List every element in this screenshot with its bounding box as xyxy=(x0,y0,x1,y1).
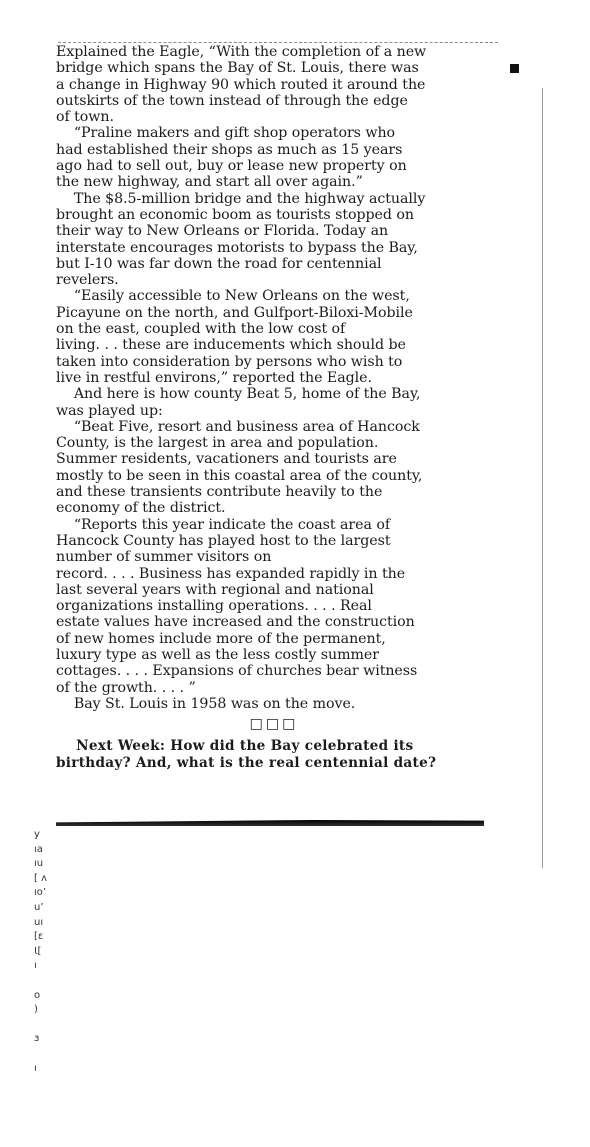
bottom-rule xyxy=(56,820,484,826)
article-paragraph: “Easily accessible to New Orleans on the west, Picayune on the north, and Gulfport-Biloxi-Mobile on the east, coupled with the low cost of living. . . these are inducements which should be taken into consideration by persons who wish to live in restful environs,” reported the Eagle. xyxy=(56,288,413,386)
fragment-text: ıa xyxy=(34,843,43,855)
fragment-text: y xyxy=(34,829,40,840)
newspaper-clipping xyxy=(48,38,500,833)
torn-edge xyxy=(542,88,549,868)
article-paragraph: The $8.5-million bridge and the highway actually brought an economic boom as tourists stopped on their way to New Orleans or Florida. Today an interstate encourages motorists to bypass the Bay, but I-10 was far down the road for centennial revelers. xyxy=(56,190,426,289)
fragment-text: [ ʌ xyxy=(34,872,47,884)
article-paragraph: “Praline makers and gift shop operators who had established their shops as much as 15 years ago had to sell out, buy or lease new property on the new highway, and start all over again.” xyxy=(56,125,407,191)
corner-mark xyxy=(510,64,519,73)
adjacent-column-fragments xyxy=(34,828,54,1076)
fragment-text: ıo’ xyxy=(34,887,47,899)
fragment-text: ı xyxy=(34,1062,37,1074)
article-paragraph: Bay St. Louis in 1958 was on the move. xyxy=(56,695,356,712)
column-top-rule xyxy=(58,42,498,43)
fragment-text xyxy=(34,1018,54,1033)
fragment-text: Ɩ[ xyxy=(34,945,42,957)
article-body xyxy=(56,44,492,772)
article-paragraph: Explained the Eagle, “With the completion of a new bridge which spans the Bay of St. Louis, there was a change in Highway 90 which routed it around the outskirts of the town instead of through the edge of town. xyxy=(56,44,427,126)
fragment-text: ı xyxy=(34,960,37,972)
fragment-text: u’ xyxy=(34,901,44,913)
fragment-text: ɜ xyxy=(34,1033,40,1045)
fragment-text xyxy=(34,974,54,989)
clipping-right-edge xyxy=(508,58,552,858)
fragment-text: o xyxy=(34,989,41,1001)
fragment-text: [ε xyxy=(34,931,44,943)
fragment-text: uı xyxy=(34,916,44,928)
fragment-text: ıu xyxy=(34,858,44,870)
fragment-text: ) xyxy=(34,1004,38,1016)
article-paragraph: “Reports this year indicate the coast area of Hancock County has played host to the largest number of summer visitors on record. . . . Business has expanded rapidly in the last several years with regional and national organizations installing operations. . . . Real estate values have increased and the construction of new homes include more of the permanent, luxury type as well as the less costly summer cottages. . . . Expansions of churches bear witness of the growth. . . . ” xyxy=(56,516,418,696)
article-paragraph: “Beat Five, resort and business area of Hancock County, is the largest in area and population. Summer residents, vacationers and tourists are mostly to be seen in this coastal area of the county, and these transients contribute heavily to the economy of the district. xyxy=(56,418,423,517)
section-ornament: □□□ xyxy=(249,716,299,733)
fragment-text xyxy=(34,1047,54,1062)
next-week-teaser: Next Week: How did the Bay celebrated its birthday? And, what is the real centennial date? xyxy=(56,738,437,772)
article-paragraph: And here is how county Beat 5, home of the Bay, was played up: xyxy=(56,386,421,419)
